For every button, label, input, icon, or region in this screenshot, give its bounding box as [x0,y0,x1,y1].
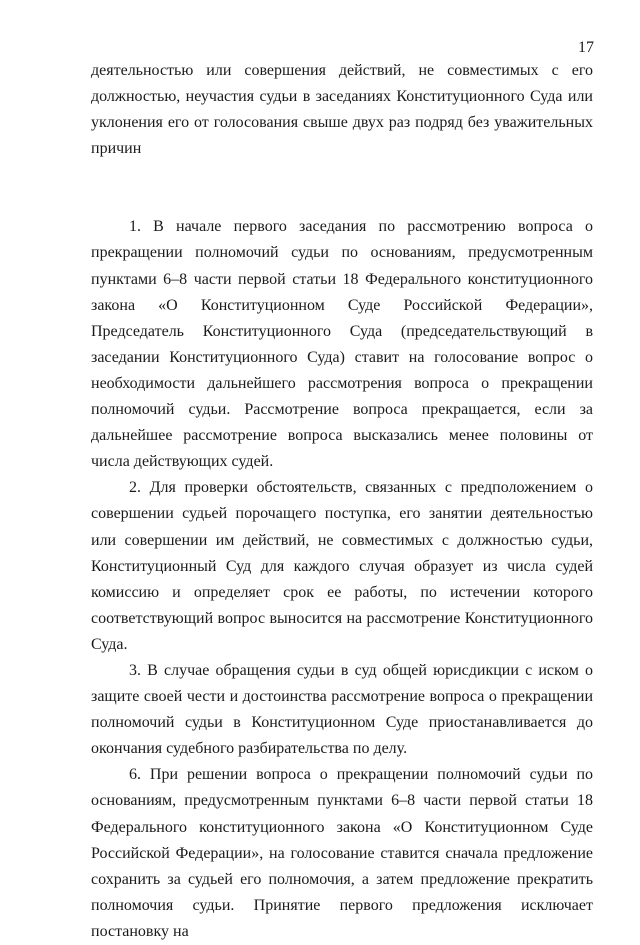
paragraph-item-3: 3. В случае обращения судьи в суд общей юрисдикции с иском о защите своей чести и достоинства рассмотрение вопроса о прекращении полномочий судьи в Конституционном Суде приостанавливается до окончания судебного разбирательства по делу. [91,661,593,758]
page-number: 17 [578,39,594,56]
paragraph-item-2: 2. Для проверки обстоятельств, связанных с предположением о совершении судьей порочащего поступка, его занятии деятельностью или совершении им действий, не совместимых с должностью судьи, Конституционный Суд для каждого случая образует из числа судей комиссию и определяет срок ее работы, по истечении которого соответствующий вопрос выносится на рассмотрение Конституционного Суда. [91,479,593,653]
paragraph-item-1: 1. В начале первого заседания по рассмотрению вопроса о прекращении полномочий судьи по основаниям, предусмотренным пунктами 6–8 части первой статьи 18 Федерального конституционного закона «О Конституционном Суде Российской Федерации», Председатель Конституционного Суда (председательствующий в заседании Конституционного Суда) ставит на голосование вопрос о необходимости дальнейшего рассмотрения вопроса о прекращении полномочий судьи. Рассмотрение вопроса прекращается, если за дальнейшее рассмотрение вопроса высказались менее половины от числа действующих судей. [91,218,593,471]
document-body [91,58,593,945]
paragraph-continuation: деятельностью или совершения действий, не совместимых с его должностью, неучастия судьи в заседаниях Конституционного Суда или уклонения его от голосования свыше двух раз подряд без уважительных причин [91,62,593,158]
paragraph-item-6: 6. При решении вопроса о прекращении полномочий судьи по основаниям, предусмотренным пунктами 6–8 части первой статьи 18 Федерального конституционного закона «О Конституционном Суде Российской Федерации», на голосование ставится сначала предложение сохранить за судьей его полномочия, а затем предложение прекратить полномочия судьи. Принятие первого предложения исключает постановку на [91,766,593,940]
paragraph-gap [91,162,593,214]
